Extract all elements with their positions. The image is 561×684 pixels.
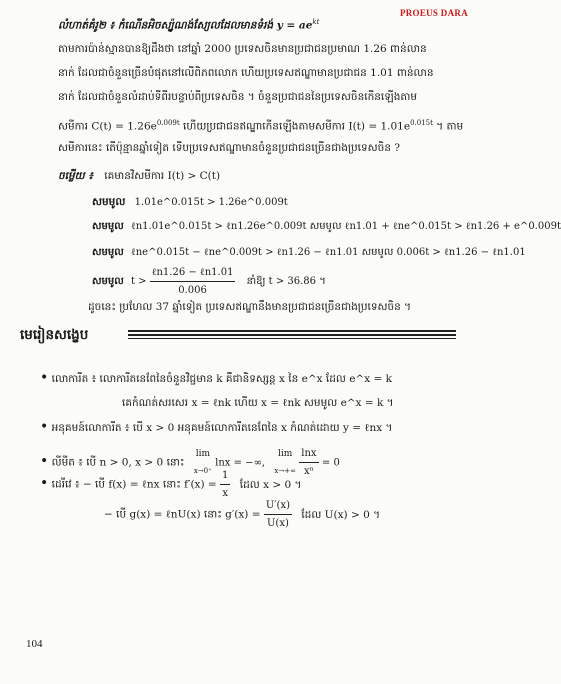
step-4-post: នាំឱ្យ t > 36.86 ។ (246, 276, 326, 287)
solution-intro (58, 168, 220, 185)
derivative-1-post: ដែល x > 0 ។ (239, 478, 302, 491)
summary-item-logarithm (40, 370, 392, 388)
limit-1-op: lim (195, 448, 210, 459)
derivative-1-den: x (222, 488, 229, 499)
example-line-2: នាក់ ដែលជាចំនួនច្រើនបំផុតនៅលើពិភពលោក ហើយប្រទេសឥណ្ឌាមានប្រជាជន 1.01 ពាន់លាន (58, 67, 434, 79)
step-2-eq: ℓn1.01e^0.015t > ℓn1.26e^0.009t សមមូល ℓn1.01 + ℓne^0.015t > ℓn1.26 + e^0.009t (130, 221, 561, 232)
solution-conclusion: ដូចនេះ ប្រហែល 37 ឆ្នាំទៀត ប្រទេសឥណ្ឌានឹងមានប្រជាជនច្រើនជាងប្រទេសចិន ។ (88, 301, 412, 313)
step-4-num: ℓn1.26 − ℓn1.01 (150, 264, 236, 282)
bullet-icon: • (40, 370, 49, 386)
summary-item-function (40, 419, 392, 437)
example-line-5: សមីការនេះ តើប៉ុន្មានឆ្នាំទៀត ទើបប្រទេសឥណ្ឌាមានចំនួនប្រជាជនច្រើនជាងប្រទេសចិន ? (58, 142, 400, 154)
solution-step-1 (92, 194, 288, 211)
eq-c-sup: 0.009t (156, 119, 180, 127)
summary-title: មេរៀនសង្ខេប (20, 327, 89, 343)
limit-2-den: xⁿ (303, 466, 314, 477)
bullet-icon: • (40, 419, 49, 435)
step-4-label: សមមូល (92, 276, 124, 287)
derivative-2-pre: − បើ g(x) = ℓnU(x) នោះ g′(x) = (104, 508, 261, 521)
step-3-eq: ℓne^0.015t − ℓne^0.009t > ℓn1.26 − ℓn1.01 សមមូល 0.006t > ℓn1.26 − ℓn1.01 (130, 247, 526, 258)
eq-c: សមីការ C(t) = 1.26e (58, 120, 157, 133)
summary-rule-bottom (128, 338, 456, 339)
summary-item-logarithm-2: គេកំណត់សរសេរ x = ℓnk ហើយ x = ℓnk សមមូល e^x = k ។ (122, 397, 394, 409)
summary-item-logarithm-text: លោការីត ៖ លោការីតនេពែនៃចំនួនវិជ្ជមាន k គឺជានិទស្សន្ត x នៃ e^x ដែល e^x = k (51, 373, 392, 385)
derivative-2-fraction (264, 497, 292, 532)
step-3-label: សមមូល (92, 247, 124, 258)
derivative-1-num: 1 (220, 467, 230, 485)
solution-step-3 (92, 244, 526, 261)
eq-i-sup: 0.015t (410, 119, 433, 127)
summary-item-function-text: អនុគមន៍លោការីត ៖ បើ x > 0 អនុគមន៍លោការីតនេពែនៃ x កំណត់ដោយ y = ℓnx ។ (51, 422, 393, 434)
limit-1-sub: x→0⁺ (193, 466, 212, 475)
limit-2-sub: x→+∞ (274, 466, 296, 475)
solution-step-2 (92, 218, 561, 235)
step-1-eq: 1.01e^0.015t > 1.26e^0.009t (134, 197, 288, 208)
page-number: 104 (26, 638, 43, 650)
solution-intro-text: គេមានវិសមីការ I(t) > C(t) (104, 170, 221, 182)
limit-1-body: lnx = −∞, (215, 457, 266, 469)
eq-end: ។ តាម (432, 120, 464, 133)
example-heading-sup: kt (312, 18, 320, 26)
derivative-1-pre: ដេរីវេ ៖ − បើ f(x) = ℓnx នោះ f′(x) = (51, 478, 217, 491)
bullet-icon: • (40, 475, 49, 492)
eq-i: ហើយប្រជាជនឥណ្ឌាកើនឡើងតាមសមីការ I(t) = 1.01e (179, 120, 411, 133)
limit-2-fraction (299, 445, 318, 480)
bullet-icon: • (40, 453, 49, 470)
summary-limit-pre: លីមីត ៖ បើ n > 0, x > 0 នោះ (51, 456, 185, 469)
limit-2-num: lnx (299, 445, 318, 463)
summary-rule-mid (128, 334, 456, 336)
step-4-fraction (150, 264, 236, 299)
solution-step-4 (92, 264, 326, 299)
derivative-2-post: ដែល U(x) > 0 ។ (301, 508, 381, 521)
brand-label: PROEUS DARA (399, 8, 468, 18)
example-line-4 (58, 115, 463, 136)
limit-2-post: = 0 (321, 457, 340, 469)
step-4-den: 0.006 (178, 285, 207, 296)
step-2-label: សមមូល (92, 221, 124, 232)
summary-rule-top (128, 330, 456, 332)
step-1-label: សមមូល (92, 196, 126, 208)
example-line-1: តាមការប៉ាន់ស្មានបានឱ្យដឹងថា នៅឆ្នាំ 2000 ប្រទេសចិនមានប្រជាជនប្រមាណ 1.26 ពាន់លាន (58, 43, 427, 55)
derivative-2-den: U(x) (266, 518, 289, 529)
summary-item-derivative-2 (104, 497, 380, 532)
example-line-3: នាក់ ដែលជាចំនួនលំដាប់ទីពីរបន្ទាប់ពីប្រទេសចិន ។ ចំនួនប្រជាជននៃប្រទេសចិនកើនឡើងតាម (58, 91, 418, 103)
derivative-2-num: U′(x) (264, 497, 292, 515)
solution-label: ចម្លើយ ៖ (58, 170, 93, 182)
step-4-pre: t > (130, 276, 147, 287)
example-heading (58, 14, 319, 35)
limit-2-op: lim (278, 448, 293, 459)
example-heading-text: លំហាត់គំរូ២ ៖ កំណើនអិចស្ប៉ូណង់ស្យែលដែលមានទំរង់ y = ae (58, 19, 313, 32)
